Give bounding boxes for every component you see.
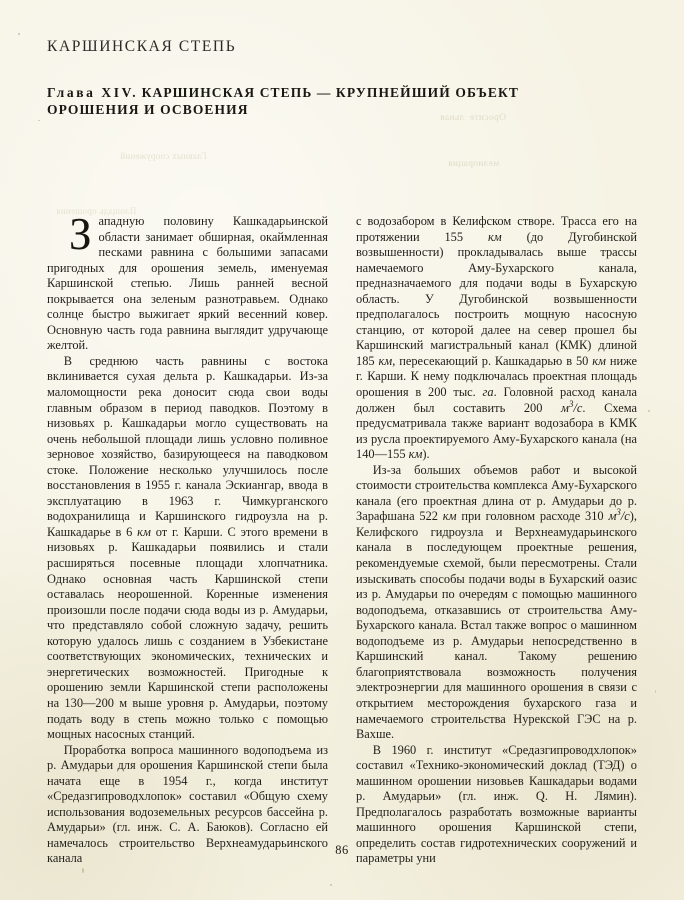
drop-cap-letter: З xyxy=(69,209,92,259)
scan-speck xyxy=(330,884,332,886)
paragraph-text: Проработка вопроса машинного водоподъема из р. Амударьи для орошения Каршинской степи была начата еще в 1954 г., когда институт «Средазгипроводхлопок» составил «Общую схему использования водоземельных ресурсов бассейна р. Амударьи» (гл. инж. С. А. Баюков). Согласно ей намечалось строительство Верхнеамударьинского канала xyxy=(47,742,328,866)
paragraph-text: В 1960 г. институт «Средазгипроводхлопок» составил «Технико-экономический доклад (ТЭД) о машинном орошении низовьев Кашкадарьи водами р. Амударьи» (гл. инж. Q. Н. Лямин). Предполагалось разработать возможные варианты машинного орошения Каршинской степи, определить состав гидротехнических сооружений и параметры уни xyxy=(356,742,637,866)
showthrough-ghost-text-1: Оросите льная xyxy=(440,113,506,123)
scan-speck xyxy=(38,120,40,121)
paragraph-text: с водозабором в Келифском створе. Трасса его на протяжении 155 км (до Дугобинской возвышенности) прокладывалась выше трассы намечаемого Аму-Бухарского канала, предназначаемого для подачи воды в Бухарскую область. У Дугобинской возвышенности предполагалось построить мощную насосную станцию, от которой далее на север прошел бы Каршинский магистральный канал (КМК) длиной 185 км, пересекающий р. Кашкадарью в 50 км ниже г. Карши. К нему подключалась проектная площадь орошения в 200 тыс. га. Головной расход канала должен был составить 200 $м^3/с$. Схема предусматривала также вариант водозабора в КМК из русла проектируемого Аму-Бухарского канала (на 140—155 км). xyxy=(356,214,638,462)
paragraph-text: ападную половину Кашкадарьинской области занимает обширная, окаймленная песками равнина с большими запасами пригодных для орошения земель, именуемая Каршинской степью. Лишь ранней весной покрывается она зеленым разнотравьем. Однако солнце быстро выжигает яркий весенний ковер. Основную часть года равнина выглядит удручающе желтой. xyxy=(47,214,328,353)
right-text-column xyxy=(356,214,638,866)
showthrough-ghost-text-3: Главных сооружений xyxy=(120,151,207,161)
chapter-label: Глава XIV. xyxy=(47,85,139,100)
chapter-title-line-1: КАРШИНСКАЯ СТЕПЬ — КРУПНЕЙШИЙ ОБЪЕКТ xyxy=(141,85,519,100)
paragraph-text: В среднюю часть равнины с востока вклинивается сухая дельта р. Кашкадарьи. Из-за маломощности река доносит сюда свои воды главным образом в период паводков. Поэтому в низовьях р. Кашкадарьи могло существовать на очень небольшой площади лишь условно поливное зерновое хозяйство, базирующееся на паводковом стоке. Положение несколько улучшилось после восстановления в 1955 г. канала Эскиангар, ввода в эксплуатацию в 1963 г. Чимкурганского водохранилища и Каршинского гидроузла на р. Кашкадарье в 6 км от г. Карши. С этого времени в низовьях р. Кашкадарьи появились и стали расширяться посевные площади хлопчатника. Однако основная часть Каршинской степи оставалась неорошенной. Коренные изменения произошли после подачи сюда воды из р. Амударьи, что представляло собой сложную задачу, решить которую удалось лишь с созданием в Узбекистане соответствующих экономических, технических и энергетических возможностей. Пригодные к орошению земли Каршинской степи расположены на 130—200 м выше уровня р. Амударьи, поэтому подать воду в степь можно только с помощью мощных насосных станций. xyxy=(47,353,328,742)
scan-speck xyxy=(18,33,20,35)
running-head: КАРШИНСКАЯ СТЕПЬ xyxy=(47,38,237,55)
chapter-heading xyxy=(47,84,547,118)
paragraph-text: Из-за больших объемов работ и высокой стоимости строительства комплекса Аму-Бухарского канала (его проектная длина от р. Амударьи до р. Зарафшана 522 км при головном расходе 310 $м^3/с$), Келифского гидроузла и Верхнеамударьинского канала в последующем проектные решения, рекомендуемые схемой, были пересмотрены. Стали изыскивать способы подачи воды в Бухарский оазис из р. Амударьи по очередям с помощью машинного водоподъема, отказавшись от строительства Аму-Бухарского канала. Встал также вопрос о машинном водоподъеме из р. Амударьи непосредственно в Каршинский канал. Такому решению благоприятствовала возможность получения электроэнергии для машинного орошения в связи с открытием месторождения бухарского газа и намечаемого строительства Нурекской ГЭС на р. Вахше. xyxy=(356,462,637,742)
scan-speck xyxy=(82,868,84,873)
chapter-title-line-2: ОРОШЕНИЯ И ОСВОЕНИЯ xyxy=(47,102,249,117)
showthrough-ghost-text-4: Площадь орошения xyxy=(56,206,137,216)
showthrough-ghost-text-2: мелиорация xyxy=(448,159,500,169)
scan-speck xyxy=(648,410,650,412)
scan-speck xyxy=(655,690,656,693)
page-number: 86 xyxy=(335,843,349,857)
